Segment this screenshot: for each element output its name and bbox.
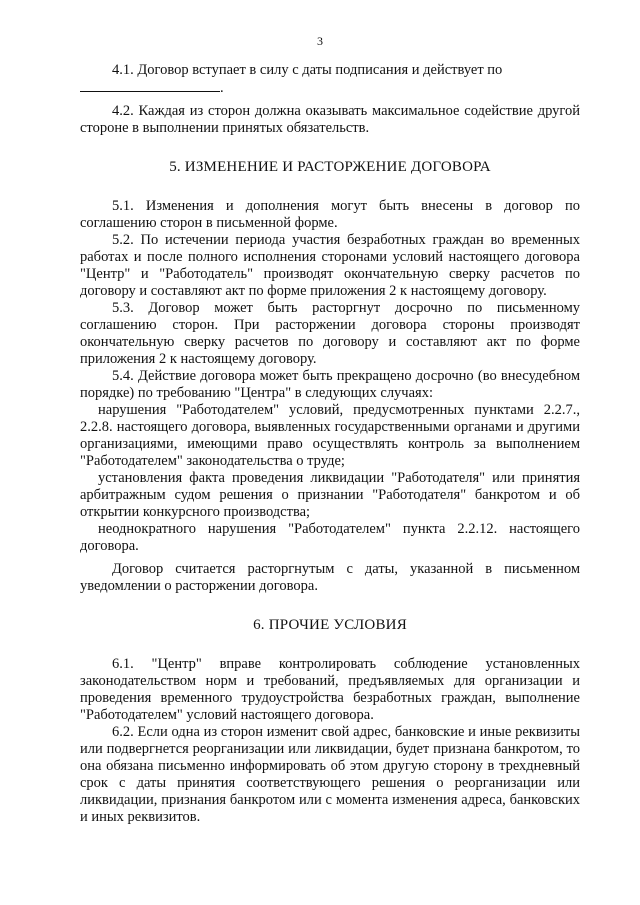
clause-4-1 — [80, 62, 580, 79]
clause-5-2: 5.2. По истечении периода участия безработных граждан во временных работах и после полного исполнения сторонами условий настоящего договора "Центр" и "Работодатель" производят окончательную сверку расчетов по договору и составляют акт по форме приложения 2 к настоящему договору. — [80, 232, 580, 299]
clause-5-1: 5.1. Изменения и дополнения могут быть внесены в договор по соглашению сторон в письменной форме. — [80, 198, 580, 231]
clause-6-1: 6.1. "Центр" вправе контролировать соблюдение установленных законодательством норм и требований, предъявляемых для организации и проведения временного трудоустройства безработных граждан, выполнение "Работодателем" условий настоящего договора. — [80, 656, 580, 723]
clause-5-4-item-b: установления факта проведения ликвидации "Работодателя" или принятия арбитражным судом решения о признании "Работодателя" банкротом и об открытии конкурсного производства; — [80, 470, 580, 520]
section-5-title: 5. ИЗМЕНЕНИЕ И РАСТОРЖЕНИЕ ДОГОВОРА — [169, 159, 491, 175]
section-6-title: 6. ПРОЧИЕ УСЛОВИЯ — [253, 617, 407, 633]
clause-5-4: 5.4. Действие договора может быть прекращено досрочно (во внесудебном порядке) по требованию "Центра" в следующих случаях: — [80, 368, 580, 401]
clause-5-4-item-c: неоднократного нарушения "Работодателем" пункта 2.2.12. настоящего договора. — [80, 521, 580, 554]
clause-5-4-item-a: нарушения "Работодателем" условий, предусмотренных пунктами 2.2.7., 2.2.8. настоящего договора, выявленных государственными органами и другими организациями, имеющими право осуществлять контроль за выполнением "Работодателем" законодательства о труде; — [80, 402, 580, 469]
clause-4-1-blank-line — [80, 79, 580, 97]
document-body — [80, 62, 580, 826]
clause-4-1-period: . — [220, 80, 224, 96]
page-number: 3 — [317, 34, 323, 48]
clause-4-1-text: 4.1. Договор вступает в силу с даты подписания и действует по — [112, 62, 503, 78]
clause-5-4-termination-note: Договор считается расторгнутым с даты, указанной в письменном уведомлении о расторжении договора. — [80, 561, 580, 594]
clause-4-2: 4.2. Каждая из сторон должна оказывать максимальное содействие другой стороне в выполнении принятых обязательств. — [80, 103, 580, 136]
blank-field — [80, 79, 220, 92]
clause-5-3: 5.3. Договор может быть расторгнут досрочно по письменному соглашению сторон. При расторжении договора стороны производят окончательную сверку расчетов по договору и составляют акт по форме приложения 2 к настоящему договору. — [80, 300, 580, 367]
clause-6-2: 6.2. Если одна из сторон изменит свой адрес, банковские и иные реквизиты или подвергнется реорганизации или ликвидации, будет признана банкротом, то она обязана письменно информировать об этом другую сторону в трехдневный срок с даты принятия соответствующего решения о реорганизации или ликвидации, признания банкротом или с момента изменения адреса, банковских и иных реквизитов. — [80, 724, 580, 825]
